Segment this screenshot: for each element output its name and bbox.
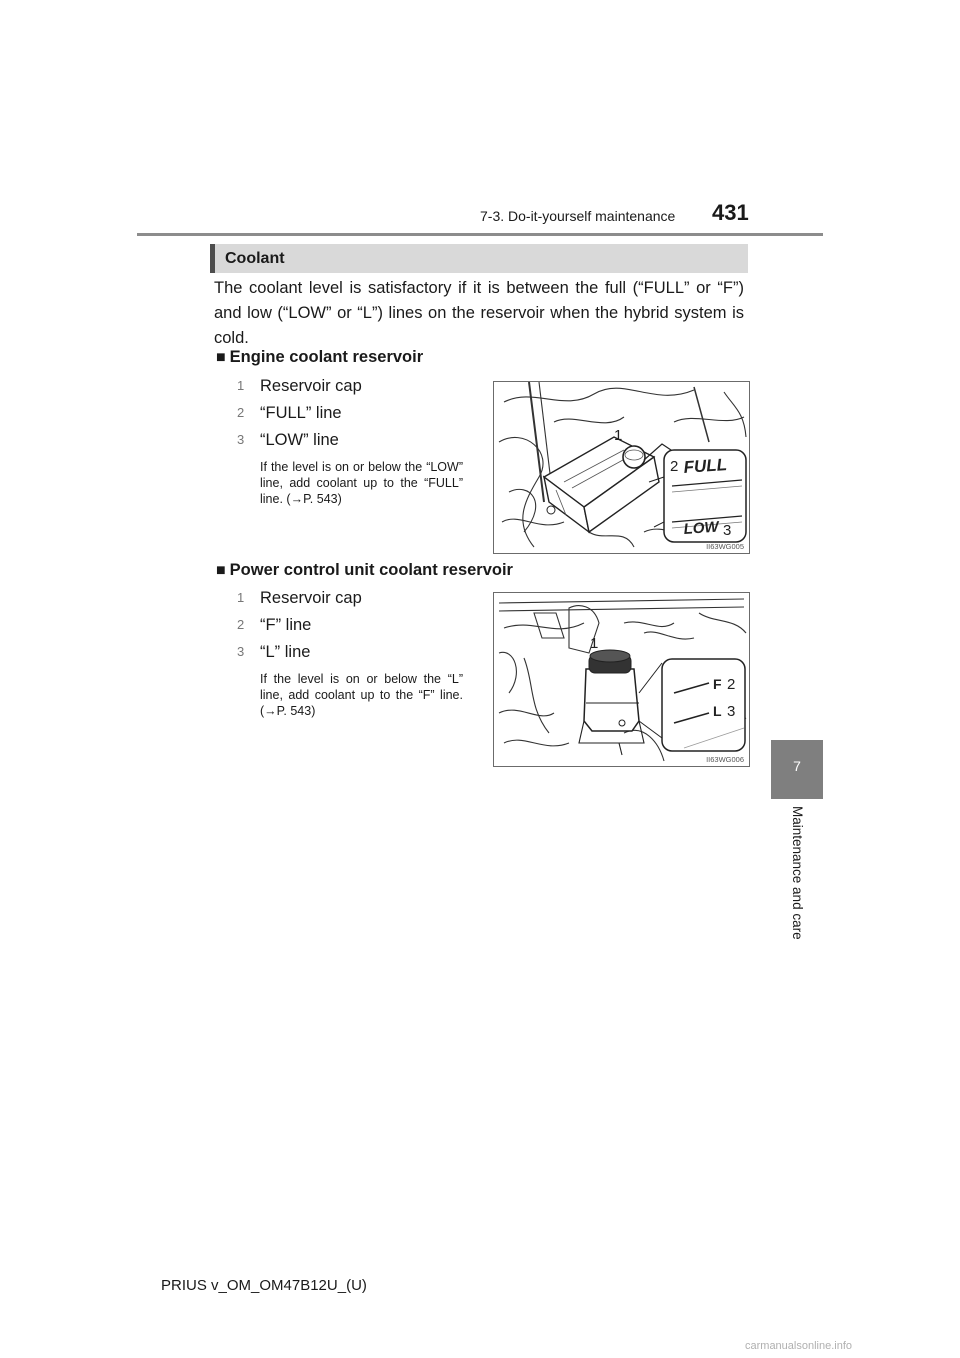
item-number: 3 xyxy=(237,432,245,447)
figure-code: II63WG005 xyxy=(706,542,744,551)
engine-reservoir-figure xyxy=(493,381,750,554)
pcu-subheading xyxy=(216,561,513,580)
square-bullet-icon: ■ xyxy=(216,562,226,579)
chapter-title: Maintenance and care xyxy=(790,806,805,940)
figure-code: II63WG006 xyxy=(706,755,744,764)
item-label: “F” line xyxy=(260,616,312,634)
item-number: 1 xyxy=(237,590,245,605)
callout-3: 3 xyxy=(727,703,736,720)
low-marking: LOW xyxy=(683,518,720,538)
square-bullet-icon: ■ xyxy=(216,349,226,366)
item-label: “L” line xyxy=(260,643,311,661)
callout-1: 1 xyxy=(614,427,623,444)
item-number: 2 xyxy=(237,405,245,420)
f-marking: F xyxy=(713,676,722,692)
page-number: 431 xyxy=(712,200,749,225)
chapter-tab xyxy=(771,740,823,799)
item-label: Reservoir cap xyxy=(260,377,362,395)
pcu-reservoir-figure xyxy=(493,592,750,767)
chapter-number: 7 xyxy=(793,758,801,774)
intro-paragraph: The coolant level is satisfactory if it is between the full (“FULL” or “F”) and low (“LOW” or “L”) lines on the reservoir when the hybrid system is cold. xyxy=(214,279,744,347)
callout-2: 2 xyxy=(670,458,679,475)
engine-subheading xyxy=(216,348,423,367)
item-label: “LOW” line xyxy=(260,431,339,449)
pcu-reservoir-illustration xyxy=(494,593,749,766)
footer-doc-id: PRIUS v_OM_OM47B12U_(U) xyxy=(161,1277,367,1294)
callout-3: 3 xyxy=(723,522,732,539)
item-number: 2 xyxy=(237,617,245,632)
item-label: Reservoir cap xyxy=(260,589,362,607)
engine-heading-text: Engine coolant reservoir xyxy=(229,348,424,366)
callout-1: 1 xyxy=(590,635,599,652)
full-marking: FULL xyxy=(682,455,728,477)
engine-reservoir-illustration xyxy=(494,382,749,553)
pcu-note: If the level is on or below the “L” line, add coolant up to the “F” line. (→P. 543) xyxy=(260,672,463,718)
item-number: 3 xyxy=(237,644,245,659)
watermark: carmanualsonline.info xyxy=(745,1340,853,1352)
item-number: 1 xyxy=(237,378,245,393)
header-rule xyxy=(137,233,823,236)
item-label: “FULL” line xyxy=(260,404,342,422)
section-title: 7-3. Do-it-yourself maintenance xyxy=(480,208,676,224)
l-marking: L xyxy=(713,703,722,719)
engine-note: If the level is on or below the “LOW” line, add coolant up to the “FULL” line. (→P. 543) xyxy=(260,460,463,506)
section-heading: Coolant xyxy=(210,244,748,273)
pcu-heading-text: Power control unit coolant reservoir xyxy=(229,561,513,579)
callout-2: 2 xyxy=(727,676,736,693)
